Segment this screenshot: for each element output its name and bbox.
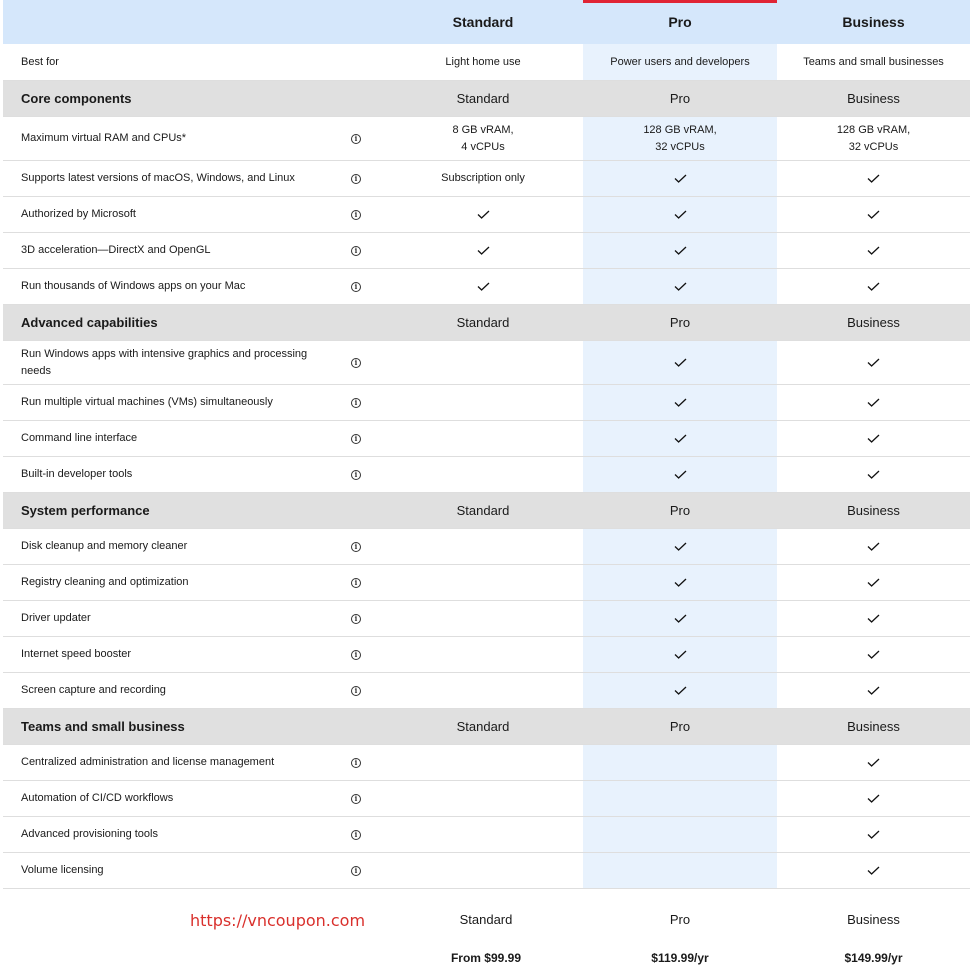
checkmark-icon — [867, 830, 880, 839]
info-icon[interactable]: i — [351, 686, 361, 696]
checkmark-icon — [477, 246, 490, 255]
checkmark-icon — [674, 614, 687, 623]
checkmark-icon — [867, 794, 880, 803]
section-col-pro: Pro — [583, 81, 777, 116]
table-row — [3, 817, 970, 853]
comparison-table — [3, 0, 970, 889]
feature-label: needs — [21, 364, 51, 377]
info-icon[interactable]: i — [351, 210, 361, 220]
table-row — [3, 529, 970, 565]
plan-header-row — [3, 0, 970, 44]
checkmark-icon — [867, 470, 880, 479]
feature-label: Command line interface — [21, 432, 138, 444]
checkmark-icon — [867, 398, 880, 407]
checkmark-icon — [867, 210, 880, 219]
section-system-performance — [3, 493, 970, 529]
footer-plan-business: Business — [847, 912, 900, 927]
section-col-standard: Standard — [456, 315, 510, 330]
best-for-pro: Power users and developers — [583, 44, 777, 80]
section-title: System performance — [21, 503, 150, 518]
info-icon[interactable]: i — [351, 174, 361, 184]
plan-header-pro: Pro — [583, 0, 777, 44]
checkmark-icon — [674, 398, 687, 407]
checkmark-icon — [674, 358, 687, 367]
checkmark-icon — [674, 542, 687, 551]
info-icon[interactable]: i — [351, 758, 361, 768]
section-title: Advanced capabilities — [21, 315, 158, 330]
table-row — [3, 673, 970, 709]
price-pro: $119.99/yr — [651, 951, 709, 965]
checkmark-icon — [867, 578, 880, 587]
checkmark-icon — [477, 282, 490, 291]
feature-label: 3D acceleration—DirectX and OpenGL — [21, 244, 211, 256]
plan-header-standard: Standard — [452, 13, 514, 30]
info-icon[interactable]: i — [351, 358, 361, 368]
table-row — [3, 117, 970, 161]
footer-plan-standard: Standard — [459, 912, 513, 927]
section-col-standard: Standard — [456, 503, 510, 518]
info-icon[interactable]: i — [351, 246, 361, 256]
table-row — [3, 233, 970, 269]
checkmark-icon — [867, 614, 880, 623]
feature-label: Advanced provisioning tools — [21, 828, 158, 840]
checkmark-icon — [867, 174, 880, 183]
table-row — [3, 781, 970, 817]
feature-label: Internet speed booster — [21, 648, 132, 660]
section-col-standard: Standard — [456, 91, 510, 106]
feature-label: Run multiple virtual machines (VMs) simultaneously — [21, 396, 273, 408]
ram-standard-line1: 8 GB vRAM, — [452, 123, 514, 136]
feature-label: Run thousands of Windows apps on your Mac — [21, 280, 246, 292]
os-standard-value: Subscription only — [441, 172, 525, 184]
checkmark-icon — [867, 434, 880, 443]
feature-label: Centralized administration and license management — [21, 756, 275, 768]
feature-label: Screen capture and recording — [21, 684, 166, 696]
checkmark-icon — [867, 866, 880, 875]
price-standard: From $99.99 — [450, 951, 522, 965]
checkmark-icon — [867, 282, 880, 291]
section-teams-small-business — [3, 709, 970, 745]
feature-label: Best for — [21, 55, 59, 68]
checkmark-icon — [674, 246, 687, 255]
ram-pro-line1: 128 GB vRAM, — [643, 123, 717, 136]
feature-label: Disk cleanup and memory cleaner — [21, 540, 188, 552]
feature-label: Authorized by Microsoft — [21, 208, 136, 220]
ram-business-line2: 32 vCPUs — [848, 140, 899, 153]
table-row — [3, 161, 970, 197]
section-col-pro: Pro — [583, 493, 777, 528]
info-icon[interactable]: i — [351, 866, 361, 876]
table-row — [3, 269, 970, 305]
feature-label: Automation of CI/CD workflows — [21, 792, 174, 804]
section-title: Teams and small business — [21, 719, 185, 734]
checkmark-icon — [674, 282, 687, 291]
ram-standard-line2: 4 vCPUs — [461, 140, 505, 153]
feature-label: Maximum virtual RAM and CPUs* — [21, 132, 187, 144]
table-row — [3, 385, 970, 421]
table-row — [3, 341, 970, 385]
footer-plan-pro: Pro — [669, 912, 691, 927]
info-icon[interactable]: i — [351, 578, 361, 588]
section-col-business: Business — [847, 719, 900, 734]
info-icon[interactable]: i — [351, 398, 361, 408]
checkmark-icon — [674, 174, 687, 183]
checkmark-icon — [674, 650, 687, 659]
section-advanced-capabilities — [3, 305, 970, 341]
feature-label: Volume licensing — [21, 864, 104, 876]
info-icon[interactable]: i — [351, 434, 361, 444]
feature-label: Driver updater — [21, 612, 91, 624]
table-row — [3, 853, 970, 889]
info-icon[interactable]: i — [351, 542, 361, 552]
section-col-pro: Pro — [583, 305, 777, 340]
watermark-link[interactable]: https://vncoupon.com — [190, 911, 366, 930]
plan-header-business: Business — [842, 13, 905, 30]
checkmark-icon — [674, 470, 687, 479]
info-icon[interactable]: i — [351, 282, 361, 292]
info-icon[interactable]: i — [351, 650, 361, 660]
table-row — [3, 421, 970, 457]
section-col-standard: Standard — [456, 719, 510, 734]
info-icon[interactable]: i — [351, 614, 361, 624]
section-core-components — [3, 81, 970, 117]
ram-pro-line2: 32 vCPUs — [655, 140, 705, 153]
checkmark-icon — [867, 650, 880, 659]
checkmark-icon — [477, 210, 490, 219]
info-icon[interactable]: i — [351, 470, 361, 480]
checkmark-icon — [674, 686, 687, 695]
feature-label: Registry cleaning and optimization — [21, 576, 189, 588]
feature-label: Built-in developer tools — [21, 468, 133, 480]
section-col-business: Business — [847, 503, 900, 518]
table-row — [3, 601, 970, 637]
checkmark-icon — [867, 686, 880, 695]
table-row — [3, 565, 970, 601]
checkmark-icon — [867, 758, 880, 767]
best-for-business: Teams and small businesses — [803, 55, 944, 68]
feature-label: Supports latest versions of macOS, Windows, and Linux — [21, 172, 295, 184]
info-icon[interactable]: i — [351, 794, 361, 804]
checkmark-icon — [674, 210, 687, 219]
table-row — [3, 745, 970, 781]
table-row — [3, 197, 970, 233]
checkmark-icon — [867, 358, 880, 367]
feature-label: Run Windows apps with intensive graphics and processing — [21, 347, 308, 360]
info-icon[interactable]: i — [351, 134, 361, 144]
price-business: $149.99/yr — [844, 951, 903, 965]
best-for-standard: Light home use — [445, 55, 521, 68]
ram-business-line1: 128 GB vRAM, — [836, 123, 911, 136]
section-col-pro: Pro — [583, 709, 777, 744]
section-title: Core components — [21, 91, 132, 106]
table-row — [3, 457, 970, 493]
section-col-business: Business — [847, 91, 900, 106]
checkmark-icon — [674, 578, 687, 587]
table-row — [3, 637, 970, 673]
checkmark-icon — [867, 542, 880, 551]
best-for-row — [3, 44, 970, 81]
checkmark-icon — [867, 246, 880, 255]
info-icon[interactable]: i — [351, 830, 361, 840]
checkmark-icon — [674, 434, 687, 443]
section-col-business: Business — [847, 315, 900, 330]
